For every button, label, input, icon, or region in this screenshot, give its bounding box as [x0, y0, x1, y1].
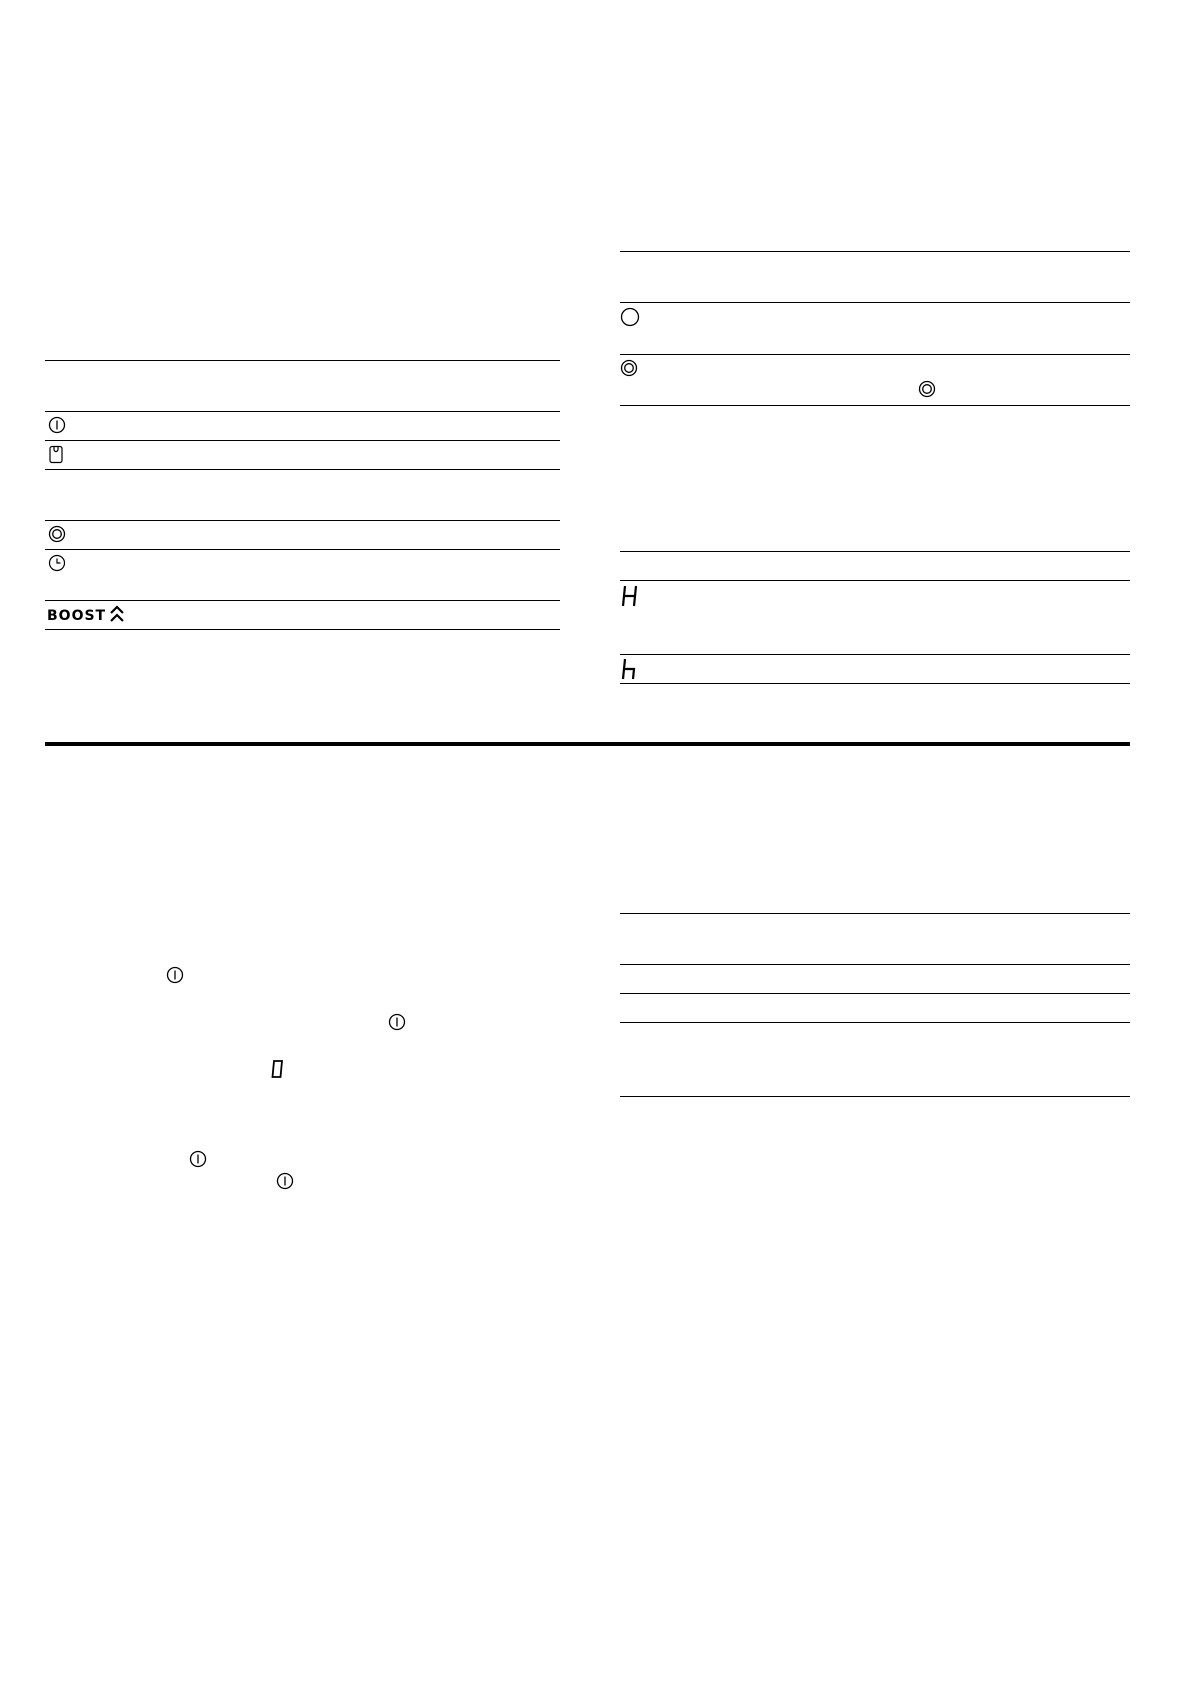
table-rule [620, 302, 1130, 303]
residual-heat-H [620, 584, 640, 613]
table-rule [620, 354, 1130, 355]
timer-icon [48, 554, 66, 572]
child-lock-icon [48, 445, 64, 464]
table-rule [620, 251, 1130, 252]
boost-symbol [47, 606, 125, 626]
table-rule [620, 683, 1130, 684]
table-rule [620, 913, 1130, 914]
table-rule [45, 411, 560, 412]
power-icon [388, 1013, 406, 1031]
single-zone-icon [620, 307, 640, 327]
table-rule [620, 964, 1130, 965]
table-rule [620, 405, 1130, 406]
dual-zone-icon [918, 380, 936, 398]
power-icon [276, 1172, 294, 1190]
table-rule [620, 1022, 1130, 1023]
table-rule [620, 993, 1130, 994]
power-icon [48, 416, 66, 434]
table-rule [45, 629, 560, 630]
table-rule [45, 600, 560, 601]
table-rule [45, 440, 560, 441]
table-rule [45, 469, 560, 470]
residual-heat-h [620, 657, 640, 686]
dual-zone-icon [620, 359, 638, 377]
table-rule [45, 549, 560, 550]
table-rule [45, 360, 560, 361]
table-rule [620, 654, 1130, 655]
table-rule [45, 520, 560, 521]
power-icon [189, 1150, 207, 1168]
boost-chevron-icon [109, 604, 125, 629]
power-icon [166, 966, 184, 984]
table-rule [620, 1096, 1130, 1097]
dual-zone-icon [48, 525, 66, 543]
boost-label: BOOST [47, 608, 107, 624]
display-zero [270, 1059, 284, 1084]
table-rule [620, 551, 1130, 552]
section-divider [45, 742, 1130, 746]
table-rule [620, 580, 1130, 581]
